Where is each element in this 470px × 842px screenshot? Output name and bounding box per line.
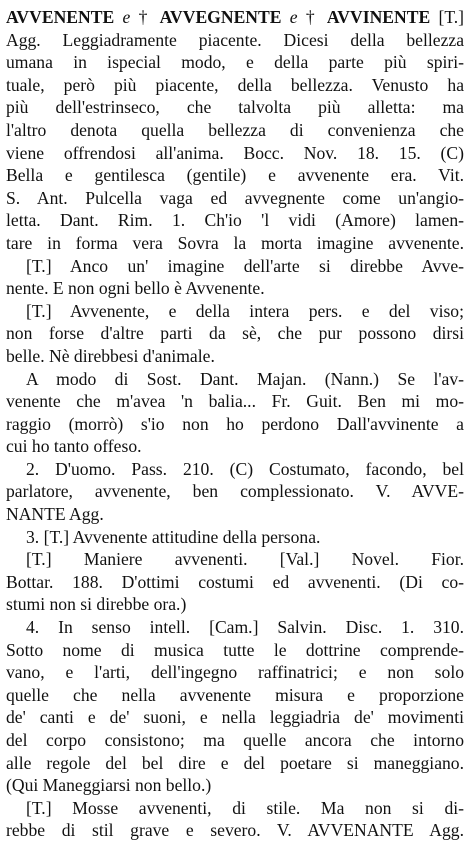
entry-line: Agg. Leggiadramente piacente. Dicesi della bellezza xyxy=(6,29,464,50)
entry-line: 2. D'uomo. Pass. 210. (C) Costumato, facondo, bel xyxy=(26,458,464,479)
headword-variant: AVVINENTE xyxy=(326,7,431,27)
entry-line: NANTE Agg. xyxy=(6,504,104,525)
entry-line: letta. Dant. Rim. 1. Ch'io 'l vidi (Amore) lamen- xyxy=(6,210,464,231)
entry-headline xyxy=(6,6,464,29)
entry-line: l'altro denota quella bellezza di convenienza che xyxy=(6,119,464,140)
conjunction: e xyxy=(289,7,298,27)
conjunction: e xyxy=(122,7,131,27)
entry-line: Bottar. 188. D'ottimi costumi ed avvenenti. (Di co- xyxy=(6,571,464,592)
entry-line: belle. Nè direbbesi d'animale. xyxy=(6,345,215,366)
entry-line: stumi non si direbbe ora.) xyxy=(6,594,187,615)
dagger-mark: † xyxy=(305,7,319,27)
entry-line: raggio (morrò) s'io non ho perdono Dall'avvinente a xyxy=(6,413,464,434)
entry-line: (Qui Maneggiarsi non bello.) xyxy=(6,775,212,796)
dagger-mark: † xyxy=(138,7,152,27)
entry-line: parlatore, avvenente, ben complessionato. V. AVVE- xyxy=(6,481,464,502)
entry-line: rebbe di stil grave e severo. V. AVVENANTE Agg. xyxy=(6,820,464,841)
entry-line: 4. In senso intell. [Cam.] Salvin. Disc. 1. 310. xyxy=(26,617,464,638)
headword-variant: AVVEGNENTE xyxy=(159,7,282,27)
entry-line: non forse d'altre parti da sè, che pur possono dirsi xyxy=(6,323,464,344)
entry-line: de' canti e de' suoni, e nella leggiadria de' movimenti xyxy=(6,707,464,728)
entry-line: [T.] Maniere avvenenti. [Val.] Novel. Fior. xyxy=(26,549,464,570)
entry-line: [T.] Avvenente, e della intera pers. e del viso; xyxy=(26,300,464,321)
entry-line: quelle che nella avvenente misura e proporzione xyxy=(6,684,464,705)
entry-line: tuale, però più piacente, della bellezza. Venusto ha xyxy=(6,74,464,95)
source-tag: [T.] xyxy=(438,7,465,27)
dictionary-entry xyxy=(6,6,464,842)
entry-line: del corpo consistono; ma quelle ancora che intorno xyxy=(6,730,464,750)
entry-line: nente. E non ogni bello è Avvenente. xyxy=(6,278,265,299)
entry-line: Sotto nome di musica tutte le dottrine comprende- xyxy=(6,639,464,660)
entry-line: venente che m'avea 'n balia... Fr. Guit. Ben mi mo- xyxy=(6,391,464,412)
entry-line: vano, e l'arti, dell'ingegno raffinatrici; e non solo xyxy=(6,662,464,683)
entry-line: 3. [T.] Avvenente attitudine della persona. xyxy=(26,526,321,547)
entry-line: cui ho tanto offeso. xyxy=(6,436,142,457)
entry-line: [T.] Anco un' imagine dell'arte si direbbe Avve- xyxy=(26,255,464,276)
entry-line: A modo di Sost. Dant. Majan. (Nann.) Se l'av- xyxy=(26,368,464,389)
entry-line: S. Ant. Pulcella vaga ed avvegnente come un'angio- xyxy=(6,187,464,208)
headword: AVVENENTE xyxy=(6,7,115,27)
entry-line: [T.] Mosse avvenenti, di stile. Ma non si di- xyxy=(26,797,464,818)
entry-line: più dell'estrinseco, che talvolta più alletta: ma xyxy=(6,97,464,118)
entry-line: Bella e gentilesca (gentile) e avvenente era. Vit. xyxy=(6,165,464,186)
entry-line: viene offrendosi all'anima. Bocc. Nov. 18. 15. (C) xyxy=(6,142,464,163)
entry-line: tare in forma vera Sovra la morta imagine avvenente. xyxy=(6,232,464,253)
entry-line: umana in ispecial modo, e della parte più spiri- xyxy=(6,52,464,73)
entry-line: alle regole del bel dire e del poetare si maneggiano. xyxy=(6,752,464,773)
